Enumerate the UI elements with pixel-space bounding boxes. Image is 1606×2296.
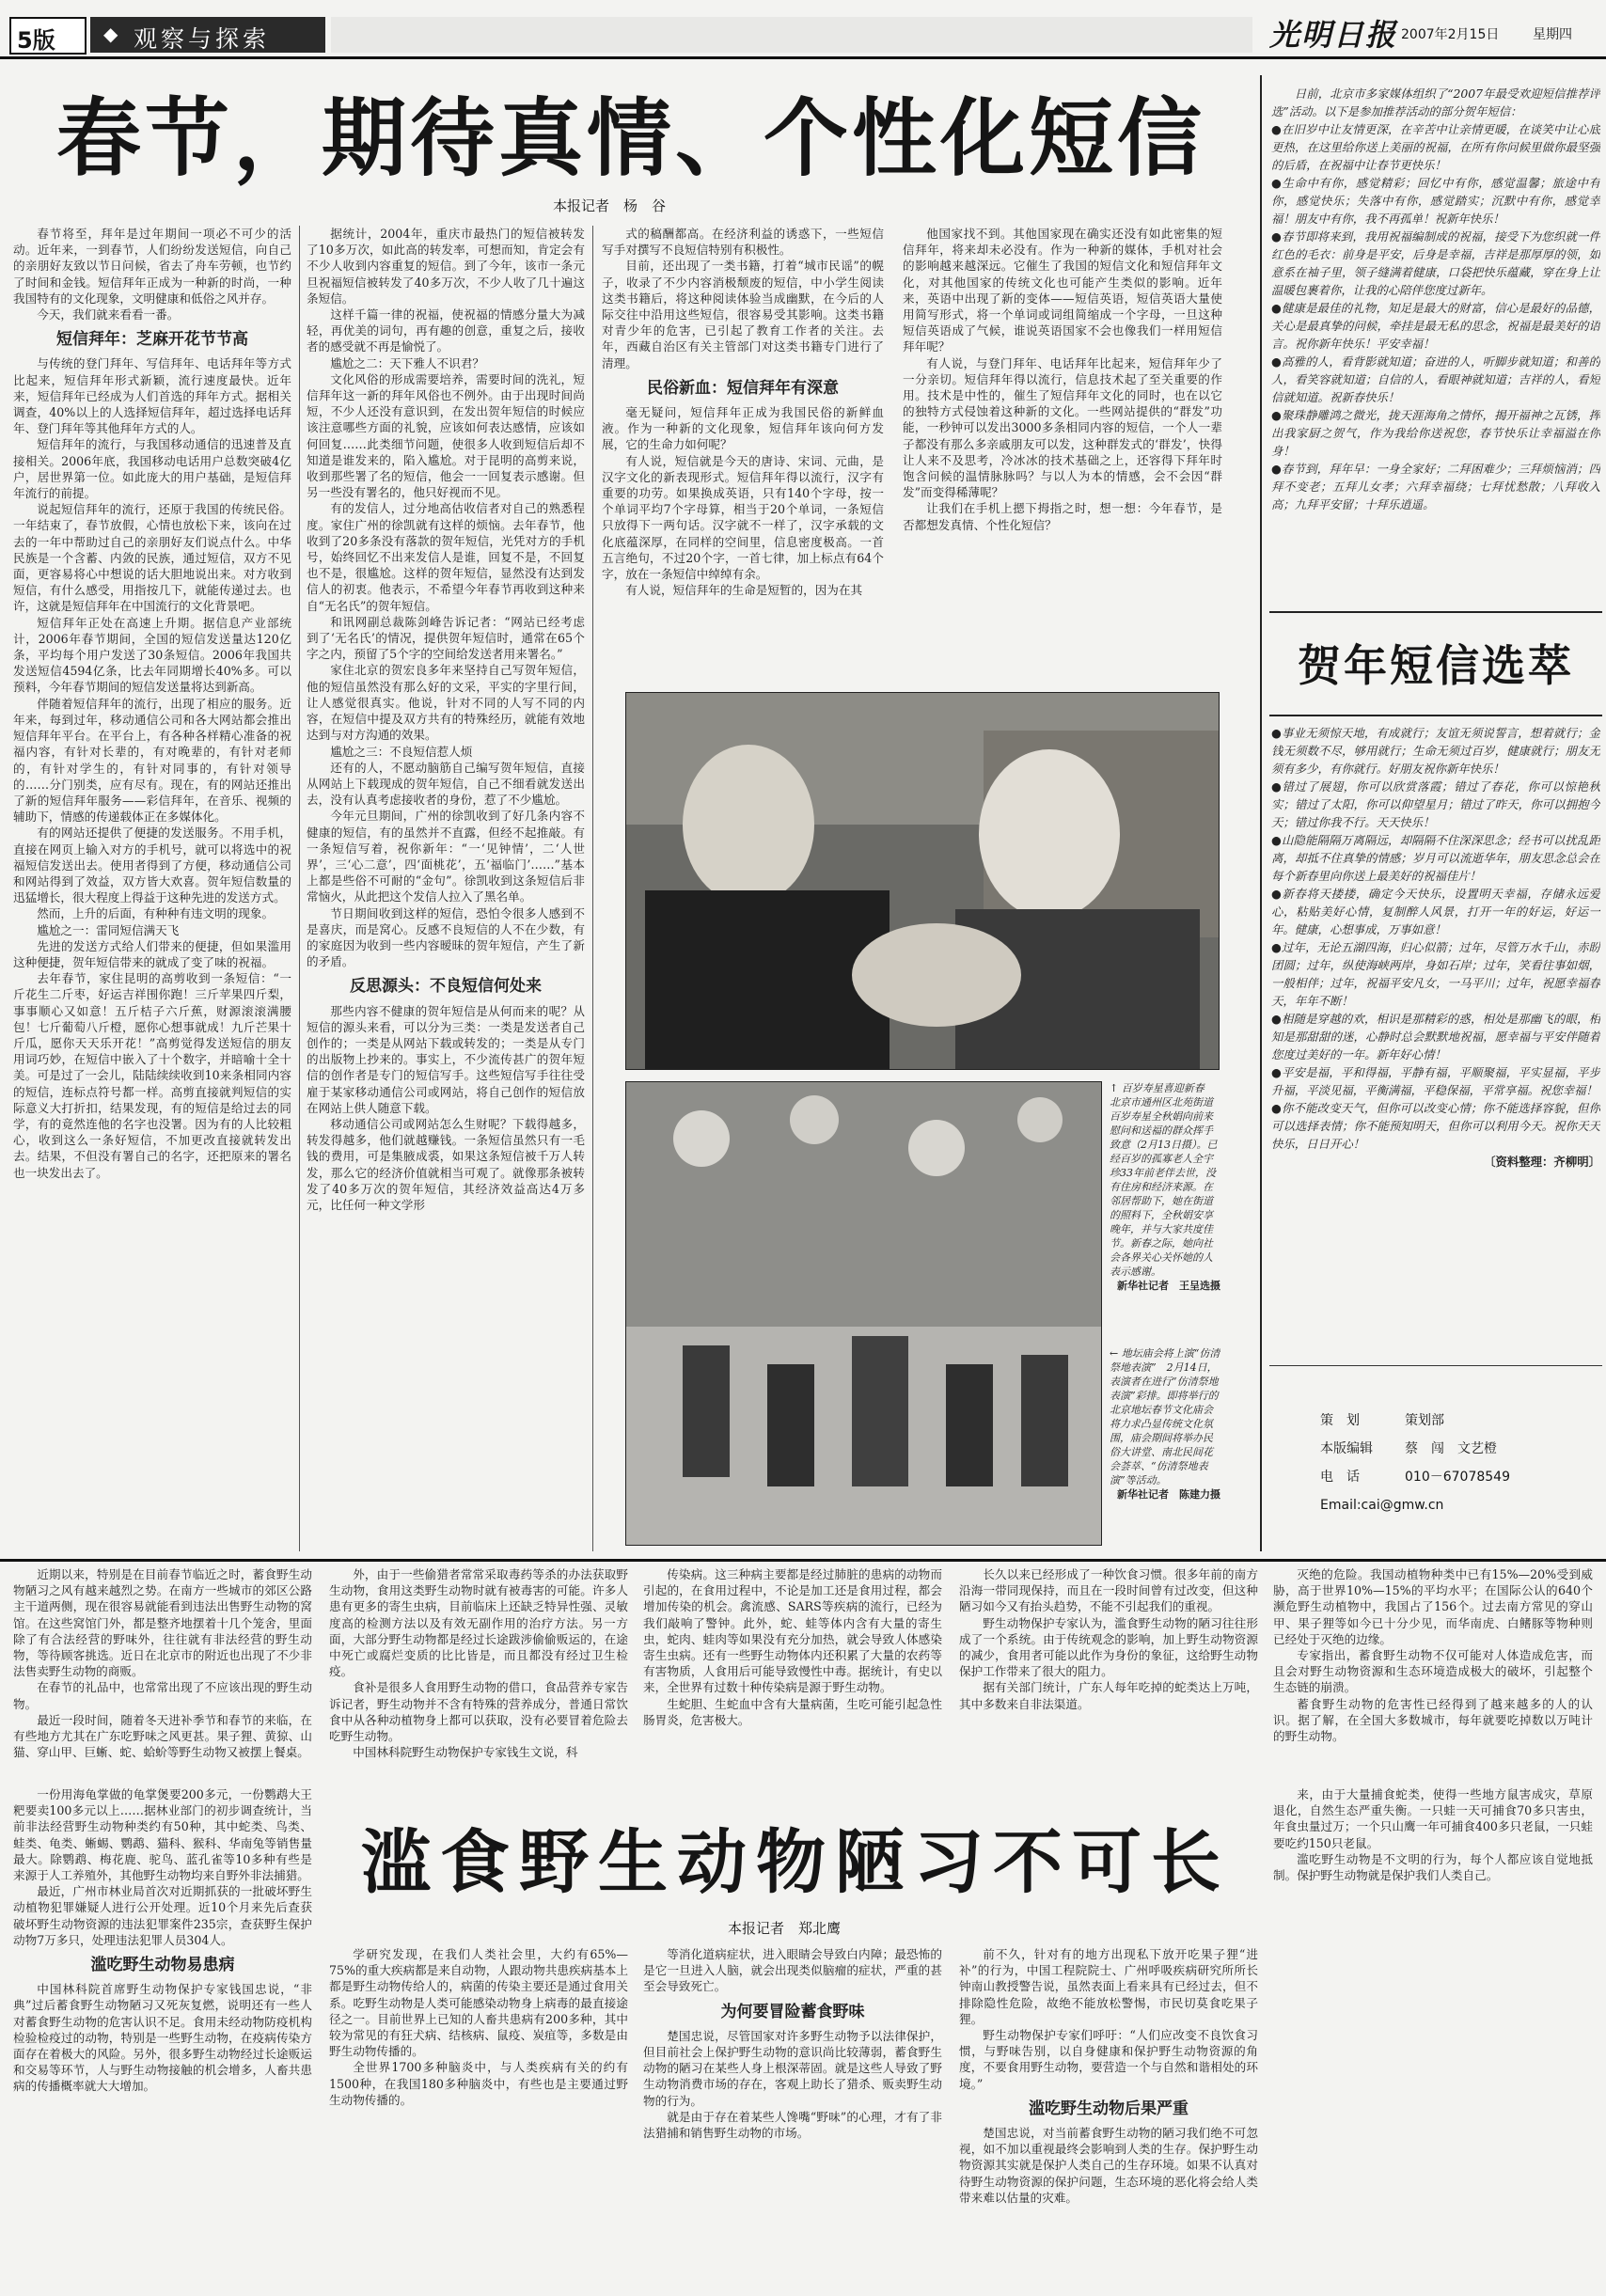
- article2-top-col: [643, 1566, 942, 1796]
- paragraph: 据有关部门统计，广东人每年吃掉的蛇类达上万吨，其中多数来自非法渠道。: [959, 1680, 1258, 1711]
- article1-col2b-paras: [307, 1003, 585, 1214]
- credit-value: 蔡 闯 文艺橙: [1405, 1441, 1497, 1456]
- article2-bottom-col5-paras: [1273, 1786, 1593, 1883]
- paragraph: 前不久，针对有的地方出现私下放开吃果子狸“进补”的行为，中国工程院院士、广州呼吸疾病研究所所长钟南山教授警告说，虽然表面上看来具有已经过去，但不排除隐性危险，故绝不能放松警惕，市民切莫食吃果子狸。: [959, 1947, 1258, 2026]
- paragraph: 全世界1700多种脑炎中，与人类疾病有关的约有1500种，在我国180多种脑炎中，有些也是主要通过野生动物传播的。: [329, 2060, 628, 2107]
- sidebar-heading-rule: [1269, 715, 1602, 716]
- paragraph: 有的网站还提供了便捷的发送服务。不用手机，直接在网页上输入对方的手机号，就可以将选中的祝福短信发送出去。使用者得到了方便，移动通信公司和网站得到了效益，双方皆大欢喜。贺年短信数量的迅猛增长，很大程度上得益于这种先进的发送方式。: [13, 826, 291, 905]
- paragraph: 外，由于一些偷猎者常常采取毒药等杀的办法获取野生动物，食用这类野生动物时就有被毒害的可能。许多人患有更多的寄生虫病，目前临床上还缺乏特异性强、灵敏度高的检测方法以及有效无副作用的治疗方法。另一方面，大部分野生动物都是经过长途跋涉偷偷贩运的，在途中死亡或腐烂变质的比比皆是，而且都没有经过卫生检疫。: [329, 1567, 628, 1679]
- paragraph: 式的稿酬都高。在经济利益的诱惑下，一些短信写手对撰写不良短信特别有积极性。: [602, 227, 884, 258]
- article1-col3: [602, 226, 884, 658]
- sidebar-compiler: 〔资料整理：齐柳明〕: [1484, 1155, 1600, 1169]
- article1-col3b-paras: [602, 404, 884, 598]
- paragraph: 学研究发现，在我们人类社会里，大约有65%—75%的重大疾病都是来自动物，人跟动物共患疾病基本上都是野生动物传给人的，病菌的传染主要还是通过食用关系。吃野生动物是人类可能感染动物身上病毒的最直接途径之一。目前世界上已知的人畜共患病有200多种，其中较为常见的有狂犬病、结核病、鼠疫、炭疽等，多数是由野生动物传播的。: [329, 1947, 628, 2059]
- credit-label: 电 话: [1320, 1470, 1360, 1485]
- masthead-rule: [0, 56, 1606, 59]
- article1-col1b-paras: [13, 355, 291, 1180]
- credit-list: [1320, 1407, 1593, 1491]
- article1-subhead2: 反思源头：不良短信何处来: [350, 977, 542, 997]
- article2-bottom-col5: [1273, 1786, 1593, 2289]
- sms-item: ●在旧岁中让友情更深，在辛苦中让亲情更暖，在谈笑中让心底更热，在这里给你送上美丽的祝福，在所有你问候里做你最坚强的后盾，在祝福中让春节更快乐！: [1271, 122, 1600, 172]
- paragraph: 说起短信拜年的流行，还原于我国的传统民俗。一年结束了，春节放假，心情也放松下来，该向在过去的一年中帮助过自己的亲朋好友们说点什么。中华民族是一个含蓄、内敛的民族，通过短信，双方不见面，更容易将心中想说的话大胆地说出来。对方收到短信，有什么感受，用指按几下，就能传递过去。也许，这就是短信拜年在中国流行的文化背景吧。: [13, 502, 291, 614]
- article2-top-col: [1273, 1566, 1593, 1781]
- photo-temple-fair: [625, 1081, 1102, 1546]
- article2-headline: 滥食野生动物陋习不可长: [361, 1822, 1230, 1903]
- paragraph: 传染病。这三种病主要都是经过肺脏的患病的动物而引起的，在食用过程中，不论是加工还是食用过程，都会增加传染的机会。禽流感、SARS等疾病的流行，已经为我们敲响了警钟。此外，蛇、蛙等体内含有大量的寄生虫，蛇肉、蛙肉等如果没有充分加热，就会导致人体感染寄生虫病。还有一些野生动物体内还积累了大量的农药等有害物质，人食用后可能导致慢性中毒。据统计，有史以来，全世界有过数十种传染病是源于野生动物。: [643, 1567, 942, 1695]
- sms-item: ●你不能改变天气，但你可以改变心情；你不能选择容貌，但你可以选择表情；你不能预知明天，但你可以利用今天。祝你天天快乐，日日开心！: [1271, 1101, 1600, 1151]
- paragraph: 野生动物保护专家认为，滥食野生动物的陋习往往形成了一个系统。由于传统观念的影响，加上野生动物资源的减少，食用者可能以此作为身份的象征，这给野生动物保护工作带来了很大的阻力。: [959, 1615, 1258, 1679]
- page-header: [0, 0, 1606, 56]
- editorial-credits: [1320, 1407, 1593, 1519]
- credit-label: 本版编辑: [1320, 1441, 1373, 1456]
- credit-value: 010－67078549: [1405, 1470, 1510, 1485]
- photo-centenarian-credit: 新华社记者 王呈选摄: [1117, 1280, 1220, 1292]
- paragraph: 尴尬之一：雷同短信满天飞: [37, 922, 180, 937]
- paragraph: 先进的发送方式给人们带来的便捷，但如果滥用这种便捷，贺年短信带来的就成了变了味的祝福。: [13, 938, 291, 969]
- paragraph: 伴随着短信拜年的流行，出现了相应的服务。近年来，每到过年，移动通信公司和各大网站都会推出短信拜年平台。在平台上，有各种各样精心准备的祝福内容，有针对长辈的，有对晚辈的，有针对老师的，有针对学生的，有针对同事的，有针对领导的……分门别类，应有尽有。现在，有的网站还推出了新的短信拜年服务——彩信拜年，在音乐、视频的辅助下，情感的传递载体正在多媒体化。: [13, 696, 291, 825]
- sms-item: ●平安是福，平和得福，平静有福，平顺聚福，平实显福，平步升福，平淡见福，平衡满福，平稳保福，平常享福。祝您幸福！: [1271, 1065, 1600, 1097]
- article2-bottom-col1-paras: [13, 1786, 312, 1948]
- paper-name: 光明日报: [1269, 17, 1398, 53]
- paragraph: 这样千篇一律的祝福，使祝福的情感分量大为减轻，再优美的词句，再有趣的创意，重复之后，接收者的感受就不再是愉悦了。: [307, 307, 585, 354]
- article2-bottom-col3-paras: [643, 1946, 942, 1995]
- photo-centenarian: [625, 692, 1220, 1070]
- paragraph: 短信拜年正处在高速上升期。据信息产业部统计，2006年春节期间，全国的短信发送量达120亿条，平均每个用户发送了30条短信。2006年我国共发送短信4594亿条，比去年同期增长40%多。可以预料，今年春节期间的短信发送量将达到新高。: [13, 615, 291, 695]
- sms-item: ●山隐能隔隔万离隔远，却隔隔不住深深思念；经书可以扰乱距离，却抵不住真挚的情感；岁月可以流逝华年，朋友思念总会在每个新春里向你送上最美好的祝福佳片！: [1271, 833, 1600, 883]
- paragraph: 有人说，与登门拜年、电话拜年比起来，短信拜年少了一分亲切。短信拜年得以流行，信息技术起了至关重要的作用。技术是中性的，催生了短信拜年文化的同时，也在以它的独特方式侵蚀着这种新的文化。一些网站提供的“群发”功能，一秒钟可以发出3000多条相同内容的短信，一个人一辈子都没有那么多亲戚朋友可以发，这种群发式的‘群发’，快得让人来不及思考，冷冰冰的技术基础之上，还容得下拜年时饱含问候的温情脉脉吗？与以人为本的情感，会不会因“群发”而变得稀薄呢？: [903, 355, 1222, 500]
- photo-centenarian-caption-box: [1110, 1081, 1220, 1345]
- sms-item: ●过年，无论五湖四海，归心似箭；过年，尽管万水千山，赤盼团圆；过年，纵使海峡两岸，身如石岸；过年，笑看往事如烟，一般相伴；过年，祝福平安凡女，一马平川；过年，祝愿幸福春天，年年不断！: [1271, 940, 1600, 1008]
- paragraph: 毫无疑问，短信拜年正成为我国民俗的新鲜血液。作为一种新的文化现象，短信拜年该向何方发展，它的生命力如何呢？: [602, 405, 884, 452]
- sidebar-top: [1271, 85, 1600, 606]
- article-separator: [0, 1559, 1606, 1562]
- article1-col3-paras: [602, 226, 884, 371]
- article2-bottom-col3: [643, 1946, 942, 2289]
- paragraph: 蓄食野生动物的危害性已经得到了越来越多的人的认识。据了解，在全国大多数城市，每年就要吃掉数以万吨计的野生动物。: [1273, 1696, 1593, 1744]
- page-number-badge: [9, 17, 87, 55]
- paragraph: 长久以来已经形成了一种饮食习惯。很多年前的南方沿海一带同现保持，而且在一段时间曾有过改变，但这种陋习如今又有抬头趋势，不能不引起我们的重视。: [959, 1567, 1258, 1614]
- paragraph: 在春节的礼品中，也常常出现了不应该出现的野生动物。: [13, 1680, 312, 1711]
- article2-subhead-left-paras: [13, 1981, 312, 2094]
- article1-col4: [903, 226, 1222, 658]
- article2-bottom-col4: [959, 1946, 1258, 2289]
- article2-subhead-right-paras: [959, 2125, 1258, 2206]
- sidebar-divider: [1260, 75, 1262, 1551]
- paragraph: 楚国忠说，对当前蓄食野生动物的陋习我们绝不可忽视，如不加以重视最终会影响到人类的生存。保护野生动物资源其实就是保护人类自己的生存环境。如果不认真对待野生动物资源的保护问题，生态环境的恶化将会给人类带来难以估量的灾难。: [959, 2126, 1258, 2205]
- sms-item: ●生命中有你，感觉精彩；回忆中有你，感觉温馨；旅途中有你，感觉快乐；失落中有你，感觉踏实；沉默中有你，感觉幸福！朋友中有你，我不再孤单！祝新年快乐！: [1271, 176, 1600, 226]
- article2-byline: 本报记者 郑北鹰: [728, 1920, 842, 1937]
- sms-item: ●健康是最佳的礼物，知足是最大的财富，信心是最好的品德，关心是最真挚的问候，牵挂是最无私的思念，祝福是最美好的语言。祝你新年快乐！平安幸福！: [1271, 301, 1600, 351]
- credit-row: [1320, 1435, 1593, 1463]
- credit-label: 策 划: [1320, 1413, 1360, 1428]
- editor-email: Email:cai@gmw.cn: [1320, 1498, 1444, 1513]
- article2-subhead-center-paras: [643, 2028, 942, 2141]
- paragraph: 近期以来，特别是在目前春节临近之时，蓄食野生动物陋习之风有越来越烈之势。在南方一些城市的郊区公路主干道两侧，现在很容易就能看到违法出售野生动物的窝馆。在这些窝馆门外，都是整齐地摆着十几个笼舍，里面除了有合法经营的野味外，往往就有非法经营的野生动物，等待顾客挑选。近日在北京市的附近也出现了不少非法售卖野生动物的商贩。: [13, 1567, 312, 1679]
- paragraph: 春节将至，拜年是过年期间一项必不可少的活动。近年来，一到春节，人们纷纷发送短信，向自己的亲朋好友致以节日问候，省去了舟车劳顿，也节约了时间和金钱。短信拜年正成为一种新的时尚，一种我国特有的文化现象，文明健康和低俗之风并存。: [13, 227, 291, 306]
- article1-subhead3: 民俗新血：短信拜年有深意: [647, 378, 839, 398]
- paragraph: 食补是很多人食用野生动物的借口，食品营养专家告诉记者，野生动物并不含有特殊的营养成分，普通日常饮食中从各种动植物身上都可以获取，没有必要冒着危险去吃野生动物。: [329, 1680, 628, 1744]
- paragraph: 中国林科院首席野生动物保护专家钱国忠说，“非典”过后蓄食野生动物陋习又死灰复燃，说明还有一些人对蓄食野生动物的危害认识不足。食用未经动物防疫机构检验检疫过的动物，特别是一些野生动物，在疫病传染方面存在着极大的风险。另外，很多野生动物经过长途贩运和交易等环节，人与野生动物接触的机会增多，人畜共患病的传播概率就大大增加。: [13, 1982, 312, 2094]
- article2-bottom-col2-paras: [329, 1946, 628, 2108]
- article2-top-col: [13, 1566, 312, 1781]
- paragraph: 一份用海龟掌做的龟掌煲要200多元，一份鹦鹉大王粑要卖100多元以上……据林业部门的初步调查统计，当前非法经营野生动物种类约有50种，其中蛇类、鸟类、蛙类、龟类、蜥蜴、鹦鹉、猫科、猴科、华南兔等销售量最大。除鹦鹉、梅花鹿、驼鸟、蓝孔雀等10多种有些是来源于人工养殖外，其他野生动物均来自野外非法捕猎。: [13, 1787, 312, 1883]
- sidebar-items2: [1271, 724, 1600, 1153]
- article2-subhead-right: 滥吃野生动物后果严重: [1029, 2099, 1189, 2118]
- article2-top-col: [329, 1566, 628, 1796]
- paragraph: 让我们在手机上摁下拇指之时，想一想：今年春节，是否都想发真情、个性化短信？: [903, 501, 1222, 532]
- section-title: 观察与探索: [134, 25, 271, 53]
- article2-bottom-col4-paras: [959, 1946, 1258, 2092]
- sidebar-heading: 贺年短信选萃: [1298, 640, 1574, 691]
- col-divider: [299, 226, 300, 1551]
- photo-temple-fair-image: [626, 1082, 1101, 1545]
- issue-date: 2007年2月15日: [1401, 27, 1500, 42]
- paragraph: 有人说，短信就是今天的唐诗、宋词、元曲，是汉字文化的新表现形式。短信拜年得以流行，汉字有重要的功劳。如果换成英语，只有140个字母，按一个单词平均7个字母算，相当于20个单词，一条短信只放得下一两句话。汉字就不一样了，汉字承载的文化底蕴深厚，在同样的空间里，信息密度极高。一首五言绝句，不过20个字，一首七律，加上标点有64个字，放在一条短信中绰绰有余。: [602, 453, 884, 582]
- article2-subhead-left: 滥吃野生动物易患病: [90, 1956, 235, 1975]
- diamond-icon: ◆: [103, 23, 118, 45]
- paragraph: 那些内容不健康的贺年短信是从何而来的呢？从短信的源头来看，可以分为三类：一类是发送者自己创作的；一类是从网站下载或转发的；一类是从专门的出版物上抄来的。事实上，不少流传甚广的贺年短信的创作者是专门的短信写手。这些短信写手往往受雇于某家移动通信公司或网站，将自己创作的短信放在网站上供人随意下载。: [307, 1003, 585, 1115]
- arrow-left-icon: ←: [1110, 1347, 1119, 1360]
- paragraph: 最近一段时间，随着冬天进补季节和春节的来临，在有些地方尤其在广东吃野味之风更甚。果子狸、黄猄、山猫、穿山甲、巨蜥、蛇、蛤蚧等野生动物又被摆上餐桌。: [13, 1712, 312, 1760]
- paragraph: 目前，还出现了一类书籍，打着“城市民谣”的幌子，收录了不少内容消极颓废的短信，中小学生阅读这类书籍后，将这种阅读体验当成幽默，在今后的人际交往中沿用这些短信，很容易受其影响。这类书籍对青少年的危害，已引起了教育工作者的关注。去年，西藏自治区有关主管部门对这类书籍专门进行了清理。: [602, 259, 884, 370]
- sms-item: ●聚珠静雕鸿之微光，拢天涯海角之情怀，揭开福神之瓦锈，挥出我家厨之贺气，作为我给你送祝您，春节快乐让幸福溢在你身！: [1271, 408, 1600, 458]
- credit-row: [1320, 1407, 1593, 1435]
- paragraph: 与传统的登门拜年、写信拜年、电话拜年等方式比起来，短信拜年形式新颖，流行速度最快。近年来，短信拜年已经成为人们首选的拜年方式。据相关调查，40%以上的人选择短信拜年，超过选择电话拜年、登门拜年等其他拜年方式的人。: [13, 356, 291, 436]
- paragraph: 然而，上升的后面，有种种有违文明的现象。: [37, 906, 275, 921]
- article2-top-col: [959, 1566, 1258, 1796]
- paragraph: 移动通信公司或网站怎么生财呢？下载得越多，转发得越多，他们就越赚钱。一条短信虽然只有一毛钱的费用，可是集腋成裘，如果这条短信被千万人转发，那么它的经济价值就相当可观了。就像那条被转发了40多万次的贺年短信，其经济效益高达4万多元，比任何一种文学形: [307, 1116, 585, 1212]
- paragraph: 等消化道病症状，进入眼睛会导致白内障；最恐怖的是它一旦进入人脑，就会出现类似脑瘤的症状，严重的甚至会导致死亡。: [643, 1947, 942, 1994]
- sms-item: ●事业无须惊天地，有成就行；友谊无须说誓言，想着就行；金钱无须数不尽，够用就行；生命无须过百岁，健康就行；朋友无须有多少，有你就行。好朋友祝你新年快乐！: [1271, 726, 1600, 776]
- page-number: 5版: [17, 27, 55, 54]
- article2-bottom-col1: [13, 1786, 312, 2289]
- sidebar-intro: 日前，北京市多家媒体组织了“2007年最受欢迎短信推荐评选”活动。以下是参加推荐活动的部分贺年短信：: [1271, 86, 1600, 118]
- paragraph: 滥吃野生动物是不文明的行为，每个人都应该自觉地抵制。保护野生动物就是保护我们人类自己。: [1273, 1851, 1593, 1883]
- paragraph: 他国家找不到。其他国家现在确实还没有如此密集的短信拜年，将来却未必没有。作为一种新的媒体，手机对社会的影响越来越深远。它催生了我国的短信文化和短信拜年文化，对其他国家的传统文化也可能产生类似的影响。近年来，英语中出现了新的变体——短信英语，短信英语大量使用简写形式，将一个单词或词组简缩成一个字母，一旦这种短信英语成了气候，谁说英语国家不会也像我们一样用短信拜年呢？: [903, 227, 1222, 354]
- paragraph: 据统计，2004年，重庆市最热门的短信被转发了10多万次，如此高的转发率，可想而知，肯定会有不少人收到内容重复的短信。到了今年，该市一条元旦祝福短信被转发了40多万次，不少人收了几十遍这条短信。: [307, 227, 585, 306]
- credit-value: 策划部: [1405, 1413, 1444, 1428]
- paragraph: 尴尬之二：天下雅人不识君？: [330, 355, 484, 370]
- article1-byline: 本报记者 杨 谷: [553, 197, 667, 214]
- sms-item: ●春节即将来到，我用祝福编制成的祝福，接受下为您织就一件红色的毛衣：前身是平安，后身是幸福，吉祥是那厚厚的领，如意系在袖子里，领子缝满着健康，口袋把快乐蕴藏，穿在身上让温暖包裹着你，让我的心陪伴您度过新年。: [1271, 229, 1600, 297]
- paragraph: 有人说，短信拜年的生命是短暂的，因为在其: [625, 583, 863, 598]
- paragraph: 短信拜年的流行，与我国移动通信的迅速普及直接相关。2006年底，我国移动电话用户总数突破4亿户，居世界第一位。如此庞大的用户基础，是短信拜年流行的前提。: [13, 437, 291, 501]
- paragraph: 文化风俗的形成需要培养，需要时间的洗礼，短信拜年这一新的拜年风俗也不例外。由于出现时间尚短，不少人还没有意识到，在发出贺年短信的时候应该注意哪些方面的礼貌，应该如何表达感情，应该如何回复……此类细节问题，使很多人收到短信后却不知道是谁发来的，陷入尴尬。对于昆明的高剪来说，收到那些署了名的短信，他会一一回复表示感谢。但另一些没有署名的，他只好视而不见。: [307, 371, 585, 500]
- sidebar-items1: [1271, 120, 1600, 513]
- masthead-fill-bar: [331, 17, 1252, 53]
- paragraph: 家住北京的贺宏良多年来坚持自己写贺年短信，他的短信虽然没有那么好的文采，平实的字里行间，让人感觉很真实。他说，针对不同的人写不同的内容，在短信中提及双方共有的特殊经历，就能有效地达到与对方沟通的效果。: [307, 663, 585, 743]
- photo-centenarian-image: [626, 693, 1219, 1069]
- article1-headline: 春节，期待真情、个性化短信: [56, 88, 1205, 188]
- arrow-up-icon: ↑: [1110, 1082, 1119, 1094]
- article1-col2: [307, 226, 585, 1551]
- paragraph: 中国林科院野生动物保护专家钱生文说，科: [353, 1745, 578, 1760]
- article1-col1-paras: [13, 226, 291, 322]
- paragraph: 来，由于大量捕食蛇类，使得一些地方鼠害成灾，草原退化，自然生态严重失衡。一只蛙一天可捕食70多只害虫，年食虫量过万；一个只山鹰一年可捕食400多只老鼠，一只蛙要吃约150只老鼠。: [1273, 1787, 1593, 1850]
- photo-temple-fair-caption: 地坛庙会将上演“仿清祭地表演” 2月14日，表演者在进行“仿清祭地表演”彩排。即将举行的北京地坛春节文化庙会将力求凸显传统文化氛围，庙会期间将举办民俗大讲堂、南北民间花会荟萃、“仿清祭地表演”等活动。: [1110, 1347, 1220, 1486]
- paragraph: 和讯网副总裁陈剑峰告诉记者：“网站已经考虑到了‘无名氏’的情况，提供贺年短信时，通常在65个字之内，预留了5个字的空间给发送者用来署名。”: [307, 614, 585, 662]
- sidebar-credit-rule: [1269, 1365, 1602, 1366]
- paragraph: 生蛇胆、生蛇血中含有大量病菌，生吃可能引起急性肠胃炎，危害极大。: [643, 1696, 942, 1727]
- article1-col2-paras: [307, 226, 585, 969]
- paragraph: 最近，广州市林业局首次对近期抓获的一批破坏野生动植物犯罪嫌疑人进行公开处理。近10个月来先后查获破坏野生动物资源的违法犯罪案件235宗，查获野生保护动物7万多只，处理违法犯罪人员304人。: [13, 1884, 312, 1947]
- paragraph: 有的发信人，过分地高估收信者对自己的熟悉程度。家住广州的徐凯就有这样的烦恼。去年春节，他收到了20多条没有落款的贺年短信，光凭对方的手机号，始终回忆不出来发信人是谁，回复不是，不回复也不是，很尴尬。这样的贺年短信，显然没有达到发信人的初衷。他表示，不希望今年春节再收到这种来自“无名氏”的贺年短信。: [307, 501, 585, 613]
- photo-temple-fair-caption-box: [1110, 1346, 1220, 1544]
- article2-subhead-center: 为何要冒险蓄食野味: [720, 2002, 865, 2021]
- paragraph: 还有的人，不愿动脑筋自己编写贺年短信，直接从网站上下载现成的贺年短信，自己不细看就发送出去，没有认真考虑接收者的身份，惹了不少尴尬。: [307, 760, 585, 808]
- col-divider: [592, 226, 593, 1551]
- paragraph: 今天，我们就来看看一番。: [37, 307, 180, 322]
- section-banner: [90, 17, 325, 53]
- article2-bottom-col2: [329, 1946, 628, 2289]
- sms-item: ●高雅的人，看背影就知道；奋进的人，听脚步就知道；和善的人，看笑容就知道；自信的人，看眼神就知道；吉祥的人，看短信就知道。祝新春快乐！: [1271, 354, 1600, 404]
- photo-temple-fair-credit: 新华社记者 陈建力摄: [1117, 1488, 1220, 1501]
- article1-col4-paras: [903, 226, 1222, 533]
- paragraph: 楚国忠说，尽管国家对许多野生动物予以法律保护，但目前社会上保护野生动物的意识尚比较薄弱，蓄食野生动物的陋习在某些人身上根深蒂固。就是这些人导致了野生动物消费市场的存在，客观上助长了猎杀、贩卖野生动物的行为。: [643, 2028, 942, 2108]
- sms-item: ●相随是穿越的欢，相识是那精彩的惑，相处是那幽飞的眼，相知是那甜甜的迷，心静时总会默默地祝福，愿幸福与平安伴随着您度过美好的一年。新年好心情！: [1271, 1012, 1600, 1062]
- article1-subhead1: 短信拜年：芝麻开花节节高: [56, 330, 248, 350]
- issue-weekday: 星期四: [1533, 27, 1572, 42]
- paragraph: 节日期间收到这样的短信，恐怕令很多人感到不是喜庆，而是窝心。反感不良短信的人不在少数，有的家庭因为收到一些内容暧昧的贺年短信，产生了新的矛盾。: [307, 905, 585, 969]
- paragraph: 就是由于存在着某些人馋嘴“野味”的心理，才有了非法猎捕和销售野生动物的市场。: [643, 2109, 942, 2141]
- paragraph: 专家指出，蓄食野生动物不仅可能对人体造成危害，而且会对野生动物资源和生态环境造成极大的破坏，引起整个生态链的崩溃。: [1273, 1648, 1593, 1695]
- paragraph: 灭绝的危险。我国动植物种类中已有15%—20%受到威胁，高于世界10%—15%的平均水平；在国际公认的640个濒危野生动植物中，我国占了156个。过去南方常见的穿山甲、果子狸等如今已十分少见，而华南虎、白鳍豚等物种则已经处于灭绝的边缘。: [1273, 1567, 1593, 1646]
- paragraph: 尴尬之三：不良短信惹人烦: [330, 744, 473, 759]
- paragraph: 去年春节，家住昆明的高剪收到一条短信：“一斤花生二斤枣，好运吉祥围你跑！三斤苹果四斤梨，事事顺心又如意！五斤桔子六斤蕉，财源滚滚满腰包！七斤葡萄八斤橙，愿你心想事就成！九斤芒果十斤瓜，愿你天天乐开花！”高剪觉得发送短信的朋友用词巧妙，在短信中嵌入了十个数字，并暗喻十全十美。可是过了一会儿，陆陆续续收到10来条相同内容的短信，连标点符号都一样。高剪直接就判短信的实际意义大打折扣，结果发现，有的短信是给过去的同学，有的竟然连他的名字也没署。因为有的人比较粗心，收到这么一条好短信，不加更改直接就转发出去。结果，不但没有署自己的名字，还把原来的署名也一块发出去了。: [13, 971, 291, 1180]
- paragraph: 今年元旦期间，广州的徐凯收到了好几条内容不健康的短信，有的虽然并不直露，但经不起推敲。有一条短信写着，祝你新年：“一‘见钟情’，二‘人世界’，三‘心二意’，四‘面桃花’，五‘福临门’……”基本上都是些俗不可耐的“金句”。徐凯收到这条短信后非常恼火，从此把这个发信人拉入了黑名单。: [307, 809, 585, 904]
- sms-item: ●新春将天搂搂，确定今天快乐，设置明天幸福，存储永远爱心，粘贴美好心情，复制醉人风景，打开一年的好运，好运一年。健康，心想事成，万事如意！: [1271, 887, 1600, 936]
- credit-row: [1320, 1463, 1593, 1491]
- article1-col1: [13, 226, 291, 1551]
- sidebar-bottom: [1271, 724, 1600, 1356]
- photo-centenarian-caption: 百岁寿星喜迎新春 北京市通州区北苑街道百岁寿星全秋娟向前来慰问和送福的群众挥手致意（2月13日摄）。已经百岁的孤寡老人全宇珍33年前老伴去世，没有住房和经济来源。在邻居帮助下，她在街道的照料下，全秋娟安享晚年，并与大家共度佳节。新春之际，她向社会各界关心关怀她的人表示感谢。: [1110, 1082, 1218, 1278]
- sms-item: ●春节到，拜年早：一身全家好；二拜困难少；三拜烦恼消；四拜不变老；五拜儿女孝；六拜幸福绕；七拜忧愁散；八拜收入高；九拜平安留；十拜乐逍遥。: [1271, 462, 1600, 511]
- sidebar-heading-rule: [1269, 611, 1602, 613]
- sms-item: ●错过了展翅，你可以欣赏落霞；错过了春花，你可以惊艳秋实；错过了太阳，你可以仰望星月；错过了昨天，你可以拥抱今天；错过你我不行。天天快乐！: [1271, 779, 1600, 829]
- paragraph: 野生动物保护专家们呼吁：“人们应改变不良饮食习惯，与野味告别，以自身健康和保护野生动物资源的角度，不要食用野生动物，要营造一个与自然和谐相处的环境。”: [959, 2028, 1258, 2091]
